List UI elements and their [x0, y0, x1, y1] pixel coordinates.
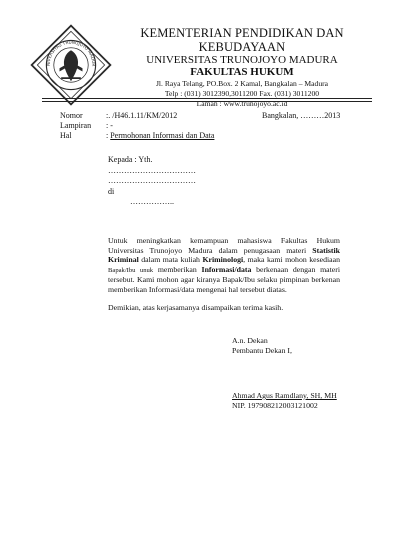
signature-title: Pembantu Dekan I, [232, 346, 292, 355]
recipient-to: Kepada : Yth. [108, 155, 153, 164]
lampiran-value: : - [106, 121, 113, 130]
nomor-label: Nomor [60, 111, 83, 120]
letter-date: Bangkalan, ………2013 [262, 111, 341, 120]
signature-an: A.n. Dekan [232, 336, 268, 345]
ministry-name: KEMENTERIAN PENDIDIKAN DAN KEBUDAYAAN [140, 26, 344, 54]
signature-block [232, 336, 292, 356]
body-paragraph-1: Untuk meningkatkan kemampuan mahasiswa Fakultas Hukum Universitas Trunojoyo Madura dalam penugasaan materi Statistik Kriminal dalam mata kuliah Kriminologi, maka kami mohon kesediaan Bapak/Ibu unuk memberikan Informasi/data berkenaan dengan materi tersebut. Kami mohon agar kiranya Bapak/Ibu selaku pimpinan berkenan memberikan Informasi/data mengenai hal tersebut diatas. [108, 236, 341, 294]
letterhead-divider-thin [42, 101, 372, 102]
faculty-address: Jl. Raya Telang, PO.Box. 2 Kamal, Bangkalan – Madura [155, 79, 329, 88]
nomor-value: :. /H46.1.11/KM/2012 [106, 111, 178, 120]
faculty-website: Laman : www.trunojoyo.ac.id [196, 99, 288, 108]
recipient-line-2: …………………………… [108, 176, 196, 185]
hal-value: Permohonan Informasi dan Data [110, 131, 215, 140]
letterhead [112, 26, 372, 109]
faculty-phone: Telp : (031) 3012390,3011200 Fax. (031) 3011200 [164, 89, 320, 98]
logo-ring-text: NIVERSITAS TRUNOJOYO MADUR [46, 40, 96, 67]
university-name: UNIVERSITAS TRUNOJOYO MADURA [146, 54, 338, 66]
letterhead-divider-thick [42, 98, 372, 99]
body-paragraph-2: Demikian, atas kerjasamanya disampaikan terima kasih. [108, 302, 284, 312]
lampiran-label: Lampiran [60, 121, 92, 130]
recipient-place: …………….. [130, 197, 174, 206]
signatory-name: Ahmad Agus Ramdlany, SH, MH [232, 391, 337, 400]
recipient-block [108, 155, 196, 208]
signatory-nip: NIP. 197908212003121002 [232, 401, 318, 410]
recipient-line-1: …………………………… [108, 165, 196, 175]
faculty-name: FAKULTAS HUKUM [190, 66, 294, 78]
letter-body [108, 236, 340, 320]
hal-colon: : [106, 131, 111, 140]
hal-label: Hal [60, 131, 72, 140]
recipient-di: di [108, 186, 115, 196]
university-logo [30, 24, 112, 106]
signatory [232, 391, 337, 411]
